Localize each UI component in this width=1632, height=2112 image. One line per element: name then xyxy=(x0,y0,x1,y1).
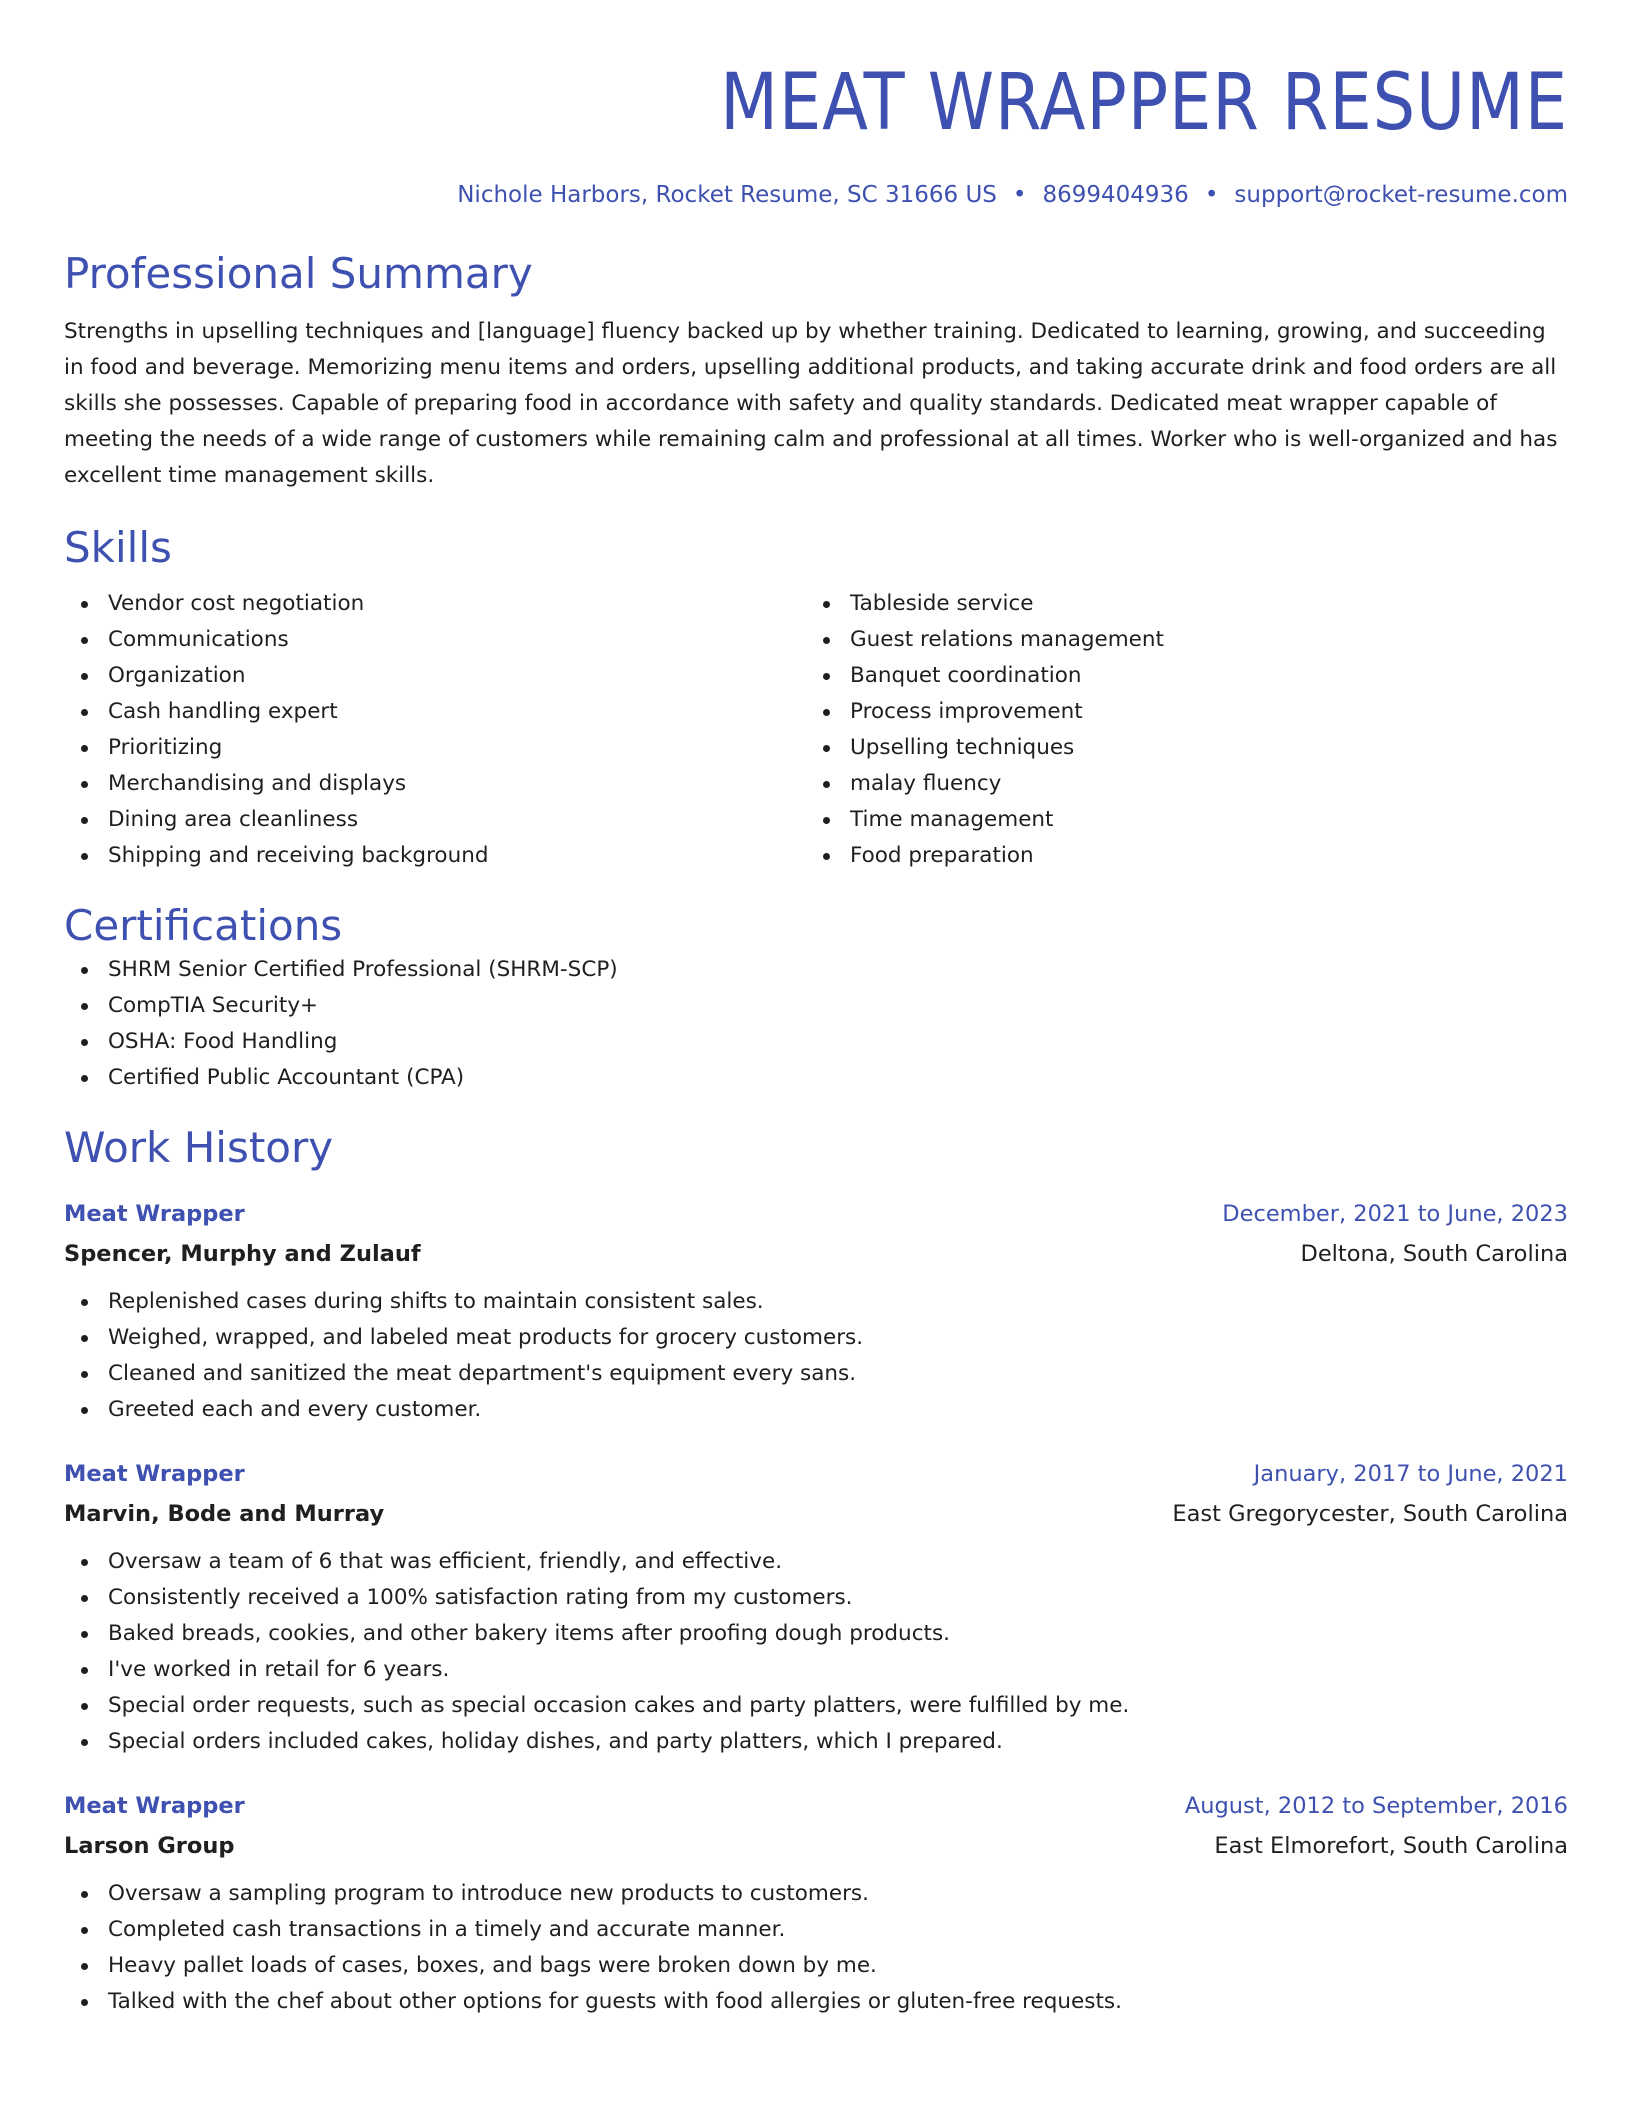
job-location: Deltona, South Carolina xyxy=(1300,1241,1568,1267)
job-duty: Special order requests, such as special occasion cakes and party platters, were fulfilled by me. xyxy=(64,1688,1568,1724)
job-duty: Special orders included cakes, holiday dishes, and party platters, which I prepared. xyxy=(64,1724,1568,1760)
skill-item: Dining area cleanliness xyxy=(64,802,806,838)
work-history-heading: Work History xyxy=(64,1123,334,1172)
job-dates: January, 2017 to June, 2021 xyxy=(1253,1461,1568,1487)
job-duty: Baked breads, cookies, and other bakery items after proofing dough products. xyxy=(64,1616,1568,1652)
job-duty: Oversaw a sampling program to introduce new products to customers. xyxy=(64,1876,1568,1912)
skill-item: Banquet coordination xyxy=(806,658,1548,694)
skill-item: Vendor cost negotiation xyxy=(64,586,806,622)
job-duty: Completed cash transactions in a timely and accurate manner. xyxy=(64,1912,1568,1948)
job-duty: Heavy pallet loads of cases, boxes, and bags were broken down by me. xyxy=(64,1948,1568,1984)
skill-item: Shipping and receiving background xyxy=(64,838,806,874)
skill-item: Time management xyxy=(806,802,1548,838)
certifications-heading: Certifications xyxy=(64,901,343,950)
certification-item: CompTIA Security+ xyxy=(64,988,1568,1024)
job-employer: Spencer, Murphy and Zulauf xyxy=(64,1241,421,1267)
job-entry xyxy=(64,1786,1568,2020)
skill-item: Tableside service xyxy=(806,586,1548,622)
job-employer: Marvin, Bode and Murray xyxy=(64,1501,385,1527)
skill-item: Cash handling expert xyxy=(64,694,806,730)
contact-line xyxy=(64,180,1568,210)
job-duty: Cleaned and sanitized the meat department's equipment every sans. xyxy=(64,1356,1568,1392)
job-duties-list xyxy=(64,1284,1568,1428)
job-entry xyxy=(64,1194,1568,1428)
skill-item: Communications xyxy=(64,622,806,658)
skill-item: Upselling techniques xyxy=(806,730,1548,766)
job-employer-line xyxy=(64,1826,1568,1866)
resume-title: MEAT WRAPPER RESUME xyxy=(720,58,1568,148)
job-employer-line xyxy=(64,1234,1568,1274)
job-entry xyxy=(64,1454,1568,1760)
job-header xyxy=(64,1786,1568,1826)
job-employer: Larson Group xyxy=(64,1833,235,1859)
job-location: East Elmorefort, South Carolina xyxy=(1214,1833,1568,1859)
job-duties-list xyxy=(64,1876,1568,2020)
job-role: Meat Wrapper xyxy=(64,1201,245,1227)
summary-heading: Professional Summary xyxy=(64,249,533,298)
skills-heading: Skills xyxy=(64,523,172,572)
skills-grid xyxy=(64,586,1568,874)
skill-item: Merchandising and displays xyxy=(64,766,806,802)
contact-phone: 8699404936 xyxy=(1042,182,1189,208)
job-employer-line xyxy=(64,1494,1568,1534)
job-duty: I've worked in retail for 6 years. xyxy=(64,1652,1568,1688)
job-role: Meat Wrapper xyxy=(64,1793,245,1819)
job-header xyxy=(64,1194,1568,1234)
skills-list-right xyxy=(806,586,1548,874)
job-location: East Gregorycester, South Carolina xyxy=(1172,1501,1568,1527)
contact-address: Nichole Harbors, Rocket Resume, SC 31666 US xyxy=(457,182,997,208)
contact-separator: • xyxy=(1012,182,1027,208)
summary-text: Strengths in upselling techniques and [language] fluency backed up by whether training. Dedicated to learning, growing, and succeeding in food and beverage. Memorizing menu items and orders, upselling additional products, and taking accurate drink and food orders are all skills she possesses. Capable of preparing food in accordance with safety and quality standards. Dedicated meat wrapper capable of meeting the needs of a wide range of customers while remaining calm and professional at all times. Worker who is well-organized and has excellent time management skills. xyxy=(64,319,1558,488)
contact-separator: • xyxy=(1204,182,1219,208)
certification-item: Certified Public Accountant (CPA) xyxy=(64,1060,1568,1096)
job-header xyxy=(64,1454,1568,1494)
skill-item: malay fluency xyxy=(806,766,1548,802)
skill-item: Organization xyxy=(64,658,806,694)
job-duty: Talked with the chef about other options for guests with food allergies or gluten-free requests. xyxy=(64,1984,1568,2020)
certifications-list xyxy=(64,952,1568,1096)
certification-item: OSHA: Food Handling xyxy=(64,1024,1568,1060)
certification-item: SHRM Senior Certified Professional (SHRM-SCP) xyxy=(64,952,1568,988)
skill-item: Prioritizing xyxy=(64,730,806,766)
job-duties-list xyxy=(64,1544,1568,1760)
job-duty: Oversaw a team of 6 that was efficient, friendly, and effective. xyxy=(64,1544,1568,1580)
job-duty: Greeted each and every customer. xyxy=(64,1392,1568,1428)
job-duty: Consistently received a 100% satisfaction rating from my customers. xyxy=(64,1580,1568,1616)
job-dates: December, 2021 to June, 2023 xyxy=(1222,1201,1568,1227)
job-duty: Weighed, wrapped, and labeled meat products for grocery customers. xyxy=(64,1320,1568,1356)
job-duty: Replenished cases during shifts to maintain consistent sales. xyxy=(64,1284,1568,1320)
job-dates: August, 2012 to September, 2016 xyxy=(1184,1793,1568,1819)
skills-list-left xyxy=(64,586,806,874)
skill-item: Process improvement xyxy=(806,694,1548,730)
job-role: Meat Wrapper xyxy=(64,1461,245,1487)
skill-item: Food preparation xyxy=(806,838,1548,874)
skill-item: Guest relations management xyxy=(806,622,1548,658)
contact-email[interactable]: support@rocket-resume.com xyxy=(1234,182,1568,208)
